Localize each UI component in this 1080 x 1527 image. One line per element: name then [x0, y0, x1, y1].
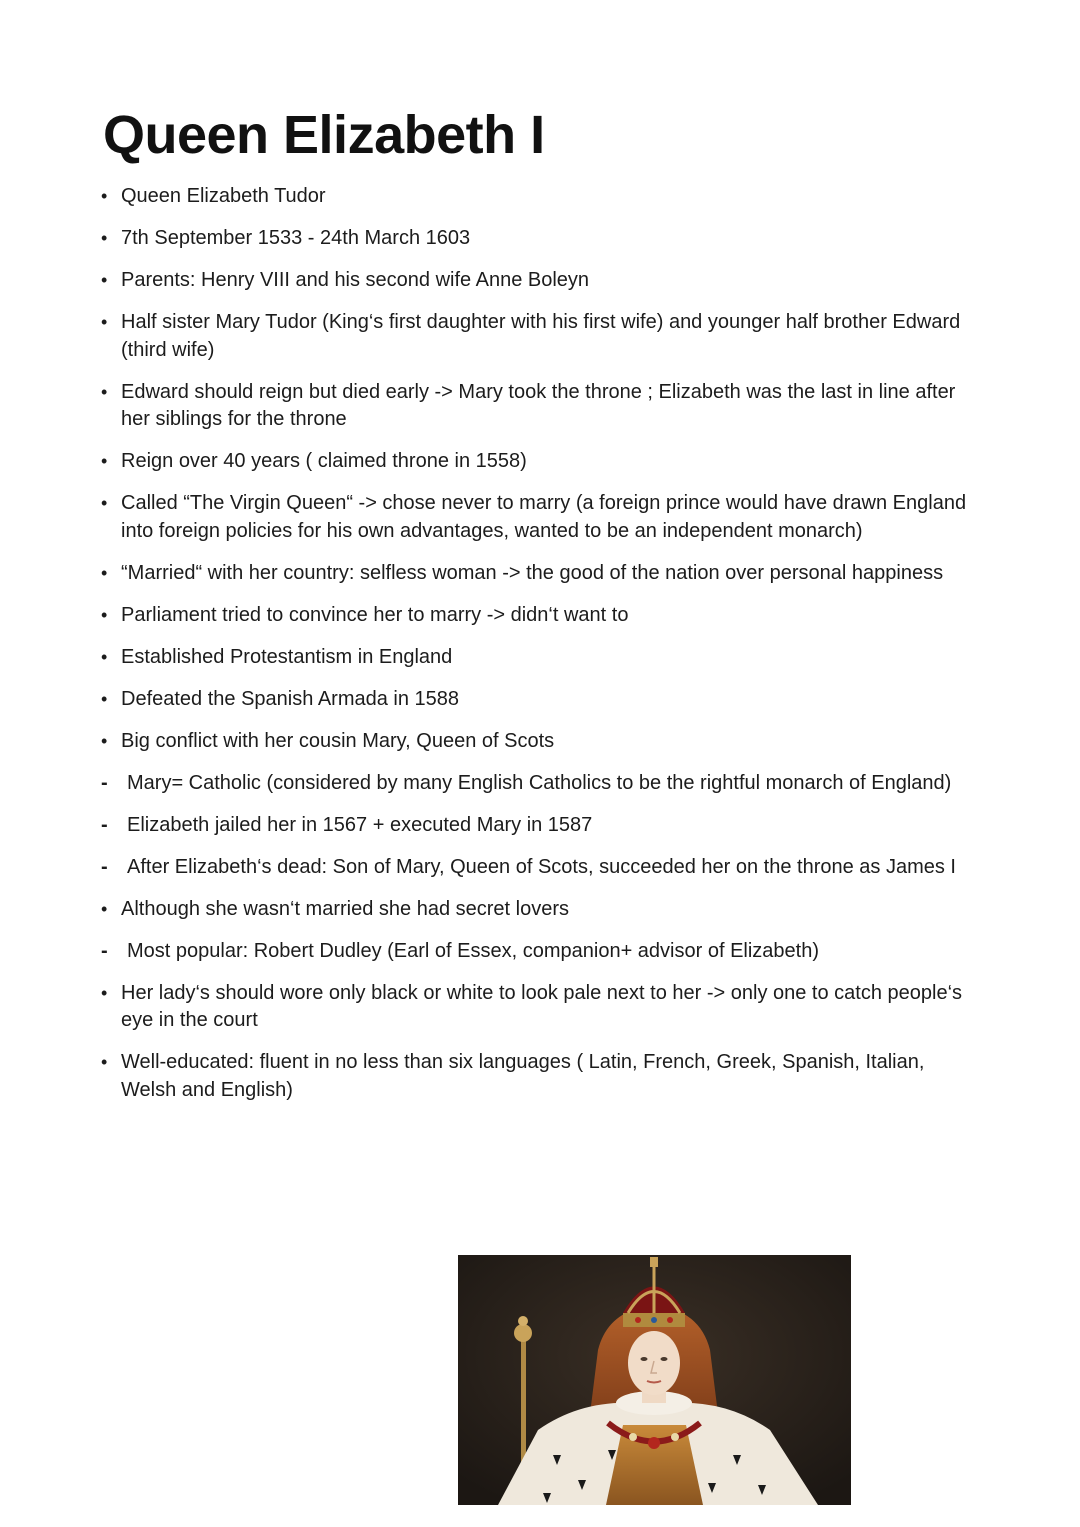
list-item	[0, 267, 1080, 295]
list-item-text: Established Protestantism in England	[121, 645, 453, 668]
list-item-text: 7th September 1533 - 24th March 1603	[121, 227, 471, 249]
bullet-marker: •	[101, 451, 108, 471]
dash-marker: -	[101, 771, 108, 794]
bullet-marker: •	[101, 730, 108, 751]
sub-list-item	[0, 854, 1080, 882]
list-item-text: Parents: Henry VIII and his second wife Anne Boleyn	[121, 269, 590, 291]
list-item-text: Well-educated: fluent in no less than six languages ( Latin, French, Greek, Spanish, Italian, Welsh and English)	[121, 1051, 925, 1101]
list-item	[0, 225, 1080, 253]
bullet-marker: •	[101, 604, 108, 625]
list-item-text: Parliament tried to convince her to marry -> didn‘t want to	[121, 603, 629, 626]
list-item	[0, 728, 1080, 756]
list-item	[0, 1049, 1080, 1104]
portrait-illustration	[458, 1255, 851, 1505]
list-item	[0, 448, 1080, 476]
list-item-text: Mary= Catholic (considered by many English Catholics to be the rightful monarch of England)	[127, 771, 952, 794]
bullet-marker: •	[101, 186, 108, 206]
list-item-text: Although she wasn‘t married she had secret lovers	[121, 897, 570, 920]
bullet-marker: •	[101, 270, 108, 290]
list-item	[0, 309, 1080, 364]
list-item	[0, 602, 1080, 630]
bullet-marker: •	[101, 562, 108, 583]
dash-marker: -	[101, 813, 108, 836]
dash-marker: -	[101, 939, 108, 962]
dash-marker: -	[101, 855, 108, 878]
bullet-marker: •	[101, 982, 108, 1003]
bullet-marker: •	[101, 646, 108, 667]
list-item-text: Most popular: Robert Dudley (Earl of Essex, companion+ advisor of Elizabeth)	[127, 939, 820, 962]
bullet-marker: •	[101, 312, 108, 332]
portrait-image	[458, 1255, 851, 1505]
list-item-text: Edward should reign but died early -> Mary took the throne ; Elizabeth was the last in line after her siblings for the throne	[121, 380, 956, 430]
list-item	[0, 560, 1080, 588]
bullet-marker: •	[101, 493, 108, 513]
bullet-marker: •	[101, 1052, 108, 1072]
list-item	[0, 896, 1080, 924]
list-item-text: Defeated the Spanish Armada in 1588	[121, 687, 460, 710]
notes-list	[0, 183, 1080, 1119]
list-item-text: “Married“ with her country: selfless woman -> the good of the nation over personal happiness	[121, 561, 944, 584]
sub-list-item	[0, 812, 1080, 840]
sub-list-item	[0, 938, 1080, 966]
sub-list-item	[0, 770, 1080, 798]
bullet-marker: •	[101, 228, 108, 248]
bullet-marker: •	[101, 898, 108, 919]
list-item	[0, 379, 1080, 434]
bullet-marker: •	[101, 688, 108, 709]
list-item-text: After Elizabeth‘s dead: Son of Mary, Queen of Scots, succeeded her on the throne as James I	[127, 855, 956, 878]
list-item-text: Reign over 40 years ( claimed throne in 1558)	[121, 450, 527, 472]
list-item-text: Big conflict with her cousin Mary, Queen of Scots	[121, 729, 555, 752]
list-item	[0, 980, 1080, 1035]
list-item-text: Half sister Mary Tudor (King‘s first daughter with his first wife) and younger half brother Edward (third wife)	[121, 311, 961, 361]
list-item-text: Called “The Virgin Queen“ -> chose never to marry (a foreign prince would have drawn England into foreign policies for his own advantages, wanted to be an independent monarch)	[121, 492, 967, 542]
page-title: Queen Elizabeth I	[103, 105, 545, 165]
bullet-marker: •	[101, 381, 108, 402]
list-item	[0, 183, 1080, 211]
list-item-text: Queen Elizabeth Tudor	[121, 185, 326, 207]
list-item	[0, 644, 1080, 672]
list-item	[0, 686, 1080, 714]
list-item	[0, 490, 1080, 545]
list-item-text: Elizabeth jailed her in 1567 + executed Mary in 1587	[127, 813, 593, 836]
list-item-text: Her lady‘s should wore only black or white to look pale next to her -> only one to catch people‘s eye in the court	[121, 981, 963, 1031]
